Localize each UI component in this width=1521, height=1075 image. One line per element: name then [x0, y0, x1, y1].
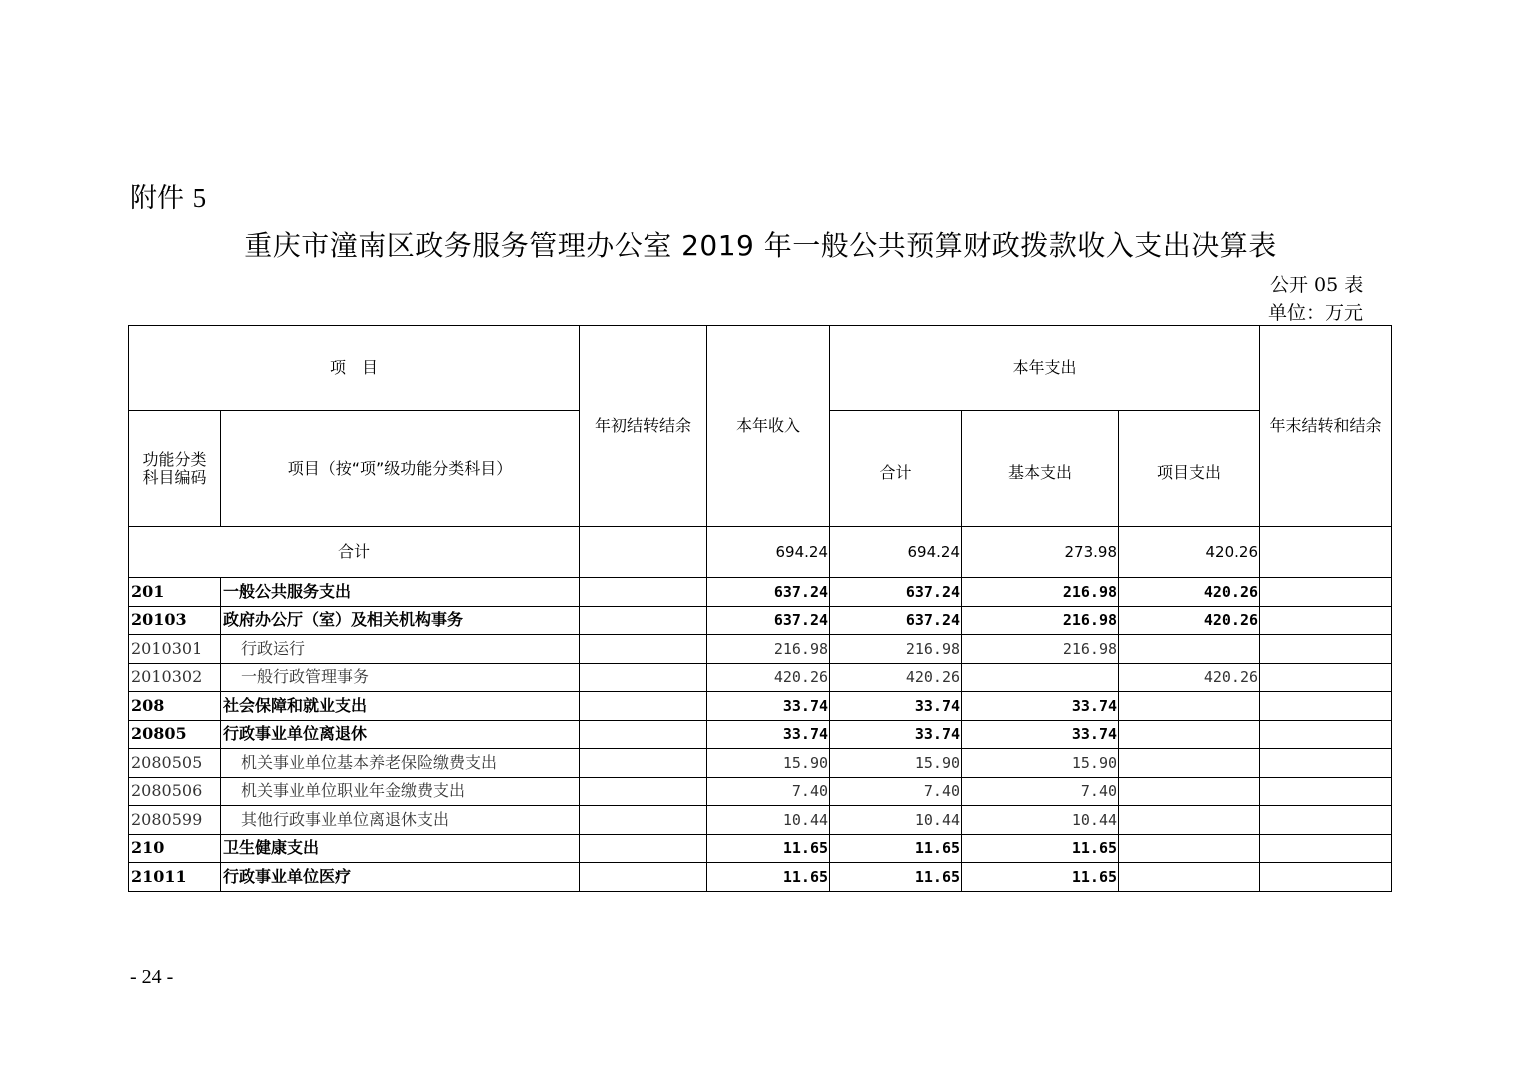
row-name: 一般公共服务支出 — [221, 578, 580, 607]
budget-table — [128, 325, 1392, 892]
row-carryover-end — [1260, 863, 1392, 892]
row-expense-total: 10.44 — [830, 806, 962, 835]
row-income: 11.65 — [707, 834, 830, 863]
row-carryover-end — [1260, 834, 1392, 863]
row-name: 其他行政事业单位离退休支出 — [221, 806, 580, 835]
row-carryover-begin — [580, 777, 707, 806]
row-name: 机关事业单位职业年金缴费支出 — [221, 777, 580, 806]
col-header-project: 项 目 — [129, 326, 580, 411]
row-expense-basic: 7.40 — [962, 777, 1119, 806]
table-row — [129, 806, 1392, 835]
row-code: 20103 — [129, 606, 221, 635]
row-carryover-end — [1260, 749, 1392, 778]
row-expense-basic — [962, 663, 1119, 692]
table-row — [129, 635, 1392, 664]
row-code: 201 — [129, 578, 221, 607]
row-carryover-end — [1260, 720, 1392, 749]
total-carryover-begin — [580, 527, 707, 578]
table-row — [129, 863, 1392, 892]
row-carryover-begin — [580, 606, 707, 635]
row-expense-basic: 33.74 — [962, 692, 1119, 721]
row-name: 卫生健康支出 — [221, 834, 580, 863]
row-name: 一般行政管理事务 — [221, 663, 580, 692]
row-carryover-begin — [580, 749, 707, 778]
row-expense-project: 420.26 — [1119, 578, 1260, 607]
total-row — [129, 527, 1392, 578]
row-expense-project — [1119, 863, 1260, 892]
table-row — [129, 777, 1392, 806]
row-expense-total: 15.90 — [830, 749, 962, 778]
attachment-label — [130, 176, 206, 215]
row-income: 637.24 — [707, 606, 830, 635]
col-header-expense-basic: 基本支出 — [962, 411, 1119, 527]
form-number: 公开 05 表 — [1270, 274, 1364, 296]
row-name: 机关事业单位基本养老保险缴费支出 — [221, 749, 580, 778]
row-expense-project — [1119, 749, 1260, 778]
row-income: 420.26 — [707, 663, 830, 692]
row-expense-basic: 33.74 — [962, 720, 1119, 749]
col-header-carryover-begin — [580, 326, 707, 527]
row-expense-total: 637.24 — [830, 578, 962, 607]
row-carryover-begin — [580, 720, 707, 749]
row-income: 637.24 — [707, 578, 830, 607]
row-expense-project — [1119, 692, 1260, 721]
row-carryover-begin — [580, 806, 707, 835]
col-header-income-text: 本年收入 — [736, 416, 801, 436]
row-expense-basic: 11.65 — [962, 863, 1119, 892]
col-header-income — [707, 326, 830, 527]
row-carryover-end — [1260, 692, 1392, 721]
row-expense-basic: 216.98 — [962, 606, 1119, 635]
row-code: 208 — [129, 692, 221, 721]
row-income: 216.98 — [707, 635, 830, 664]
table-row — [129, 663, 1392, 692]
row-income: 11.65 — [707, 863, 830, 892]
row-expense-basic: 11.65 — [962, 834, 1119, 863]
col-header-func-code: 功能分类科目编码 — [129, 411, 221, 527]
total-expense-basic: 273.98 — [962, 527, 1119, 578]
total-label: 合计 — [129, 527, 580, 578]
table-row — [129, 606, 1392, 635]
row-income: 33.74 — [707, 720, 830, 749]
row-income: 33.74 — [707, 692, 830, 721]
page-title: 重庆市潼南区政务服务管理办公室 2019 年一般公共预算财政拨款收入支出决算表 — [244, 229, 1277, 262]
col-header-carryover-begin-text: 年初结转结余 — [595, 416, 692, 436]
row-carryover-begin — [580, 635, 707, 664]
row-expense-project — [1119, 720, 1260, 749]
total-expense-project: 420.26 — [1119, 527, 1260, 578]
row-name: 行政运行 — [221, 635, 580, 664]
col-header-carryover-end — [1260, 326, 1392, 527]
attachment-number: 5 — [192, 183, 207, 213]
row-code: 2010301 — [129, 635, 221, 664]
row-carryover-begin — [580, 834, 707, 863]
row-carryover-end — [1260, 635, 1392, 664]
row-expense-basic: 15.90 — [962, 749, 1119, 778]
row-code: 2010302 — [129, 663, 221, 692]
row-expense-project — [1119, 635, 1260, 664]
table-row — [129, 720, 1392, 749]
row-expense-project — [1119, 777, 1260, 806]
row-income: 10.44 — [707, 806, 830, 835]
row-name: 行政事业单位离退休 — [221, 720, 580, 749]
row-expense-total: 637.24 — [830, 606, 962, 635]
row-carryover-end — [1260, 663, 1392, 692]
row-income: 15.90 — [707, 749, 830, 778]
attachment-label-text: 附件 — [130, 183, 184, 214]
col-header-expense-total: 合计 — [830, 411, 962, 527]
row-expense-total: 216.98 — [830, 635, 962, 664]
row-expense-project — [1119, 834, 1260, 863]
row-code: 210 — [129, 834, 221, 863]
row-expense-project: 420.26 — [1119, 663, 1260, 692]
row-code: 21011 — [129, 863, 221, 892]
row-expense-total: 33.74 — [830, 720, 962, 749]
row-code: 2080506 — [129, 777, 221, 806]
row-carryover-begin — [580, 692, 707, 721]
table-row — [129, 578, 1392, 607]
col-header-carryover-end-text: 年末结转和结余 — [1269, 416, 1382, 436]
row-code: 20805 — [129, 720, 221, 749]
row-expense-total: 33.74 — [830, 692, 962, 721]
row-code: 2080599 — [129, 806, 221, 835]
row-expense-total: 420.26 — [830, 663, 962, 692]
row-carryover-end — [1260, 777, 1392, 806]
unit-label: 单位：万元 — [1268, 302, 1364, 324]
row-expense-basic: 10.44 — [962, 806, 1119, 835]
row-carryover-end — [1260, 578, 1392, 607]
col-header-func-name: 项目（按“项”级功能分类科目） — [221, 411, 580, 527]
row-expense-basic: 216.98 — [962, 578, 1119, 607]
row-carryover-end — [1260, 606, 1392, 635]
col-header-expense-group: 本年支出 — [830, 326, 1260, 411]
total-expense-total: 694.24 — [830, 527, 962, 578]
table-row — [129, 834, 1392, 863]
total-carryover-end — [1260, 527, 1392, 578]
row-expense-project: 420.26 — [1119, 606, 1260, 635]
table-row — [129, 749, 1392, 778]
page-number: - 24 - — [130, 966, 174, 988]
row-name: 行政事业单位医疗 — [221, 863, 580, 892]
row-expense-total: 7.40 — [830, 777, 962, 806]
row-code: 2080505 — [129, 749, 221, 778]
header-row-1 — [129, 326, 1392, 411]
row-carryover-begin — [580, 578, 707, 607]
row-expense-total: 11.65 — [830, 863, 962, 892]
col-header-expense-project: 项目支出 — [1119, 411, 1260, 527]
row-name: 社会保障和就业支出 — [221, 692, 580, 721]
row-expense-basic: 216.98 — [962, 635, 1119, 664]
row-name: 政府办公厅（室）及相关机构事务 — [221, 606, 580, 635]
total-income: 694.24 — [707, 527, 830, 578]
row-income: 7.40 — [707, 777, 830, 806]
row-carryover-begin — [580, 863, 707, 892]
table-row — [129, 692, 1392, 721]
row-expense-project — [1119, 806, 1260, 835]
row-expense-total: 11.65 — [830, 834, 962, 863]
row-carryover-begin — [580, 663, 707, 692]
row-carryover-end — [1260, 806, 1392, 835]
